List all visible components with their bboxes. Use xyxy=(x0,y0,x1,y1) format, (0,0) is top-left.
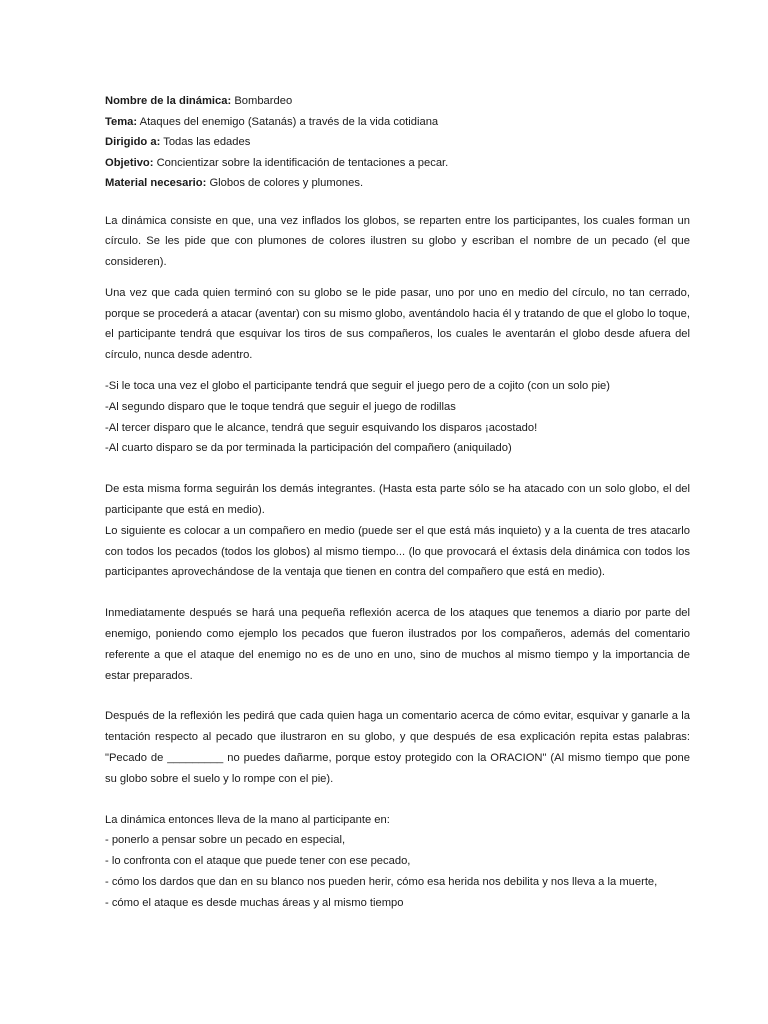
rule-item: -Al segundo disparo que le toque tendrá que seguir el juego de rodillas xyxy=(105,400,456,413)
field-label: Nombre de la dinámica: xyxy=(105,95,232,107)
summary-item: - lo confronta con el ataque que puede tener con ese pecado, xyxy=(105,855,411,868)
field-value: Ataques del enemigo (Satanás) a través de la vida cotidiana xyxy=(137,115,439,128)
paragraph-next-step: Lo siguiente es colocar a un compañero en medio (puede ser el que está más inquieto) y a la cuenta de tres atacarlo con todos los pecados (todos los globos) al mismo tiempo... (lo que provocará el éxtasis dela dinámica con todos los participantes aprovechándose de la ventaja que tienen en contra del compañero que está en medio). xyxy=(105,524,690,579)
summary-item: - cómo el ataque es desde muchas áreas y al mismo tiempo xyxy=(105,896,404,909)
field-dirigido xyxy=(105,132,690,153)
paragraph-continuation: De esta misma forma seguirán los demás integrantes. (Hasta esta parte sólo se ha atacado con un solo globo, el del participante que está en medio). xyxy=(105,483,690,517)
paragraph-intro: La dinámica consiste en que, una vez inflados los globos, se reparten entre los participantes, los cuales forman un círculo. Se les pide que con plumones de colores ilustren su globo y escriban el nombre de un pecado (el que consideren). xyxy=(105,214,690,269)
field-label: Tema: xyxy=(105,115,138,128)
header-fields xyxy=(105,91,690,194)
paragraph-comment: Después de la reflexión les pedirá que cada quien haga un comentario acerca de cómo evitar, esquivar y ganarle a la tentación respecto al pecado que ilustraron en su globo, y que después de esa explicación repita estas palabras: "Pecado de _________ no puedes dañarme, porque estoy protegido con la ORACION" (Al mismo tiempo que pone su globo sobre el suelo y lo rompe con el pie). xyxy=(105,710,690,785)
paragraph-reflection: Inmediatamente después se hará una pequeña reflexión acerca de los ataques que tenemos a diario por parte del enemigo, poniendo como ejemplo los pecados que fueron ilustrados por los compañeros, además del comentario referente a que el ataque del enemigo no es de uno en uno, sino de muchos al mismo tiempo y la importancia de estar preparados. xyxy=(105,607,690,682)
summary-list xyxy=(105,830,690,913)
field-nombre xyxy=(105,91,690,112)
field-value: Globos de colores y plumones. xyxy=(206,177,364,189)
field-label: Material necesario: xyxy=(105,177,207,189)
field-value: Concientizar sobre la identificación de tentaciones a pecar. xyxy=(153,156,449,169)
field-value: Todas las edades xyxy=(160,136,251,148)
rule-item: -Al tercer disparo que le alcance, tendrá que seguir esquivando los disparos ¡acostado! xyxy=(105,421,538,434)
field-tema xyxy=(105,112,690,133)
summary-item: - ponerlo a pensar sobre un pecado en especial, xyxy=(105,834,346,847)
field-label: Objetivo: xyxy=(105,156,154,169)
field-label: Dirigido a: xyxy=(105,136,161,148)
paragraph-summary-intro: La dinámica entonces lleva de la mano al participante en: xyxy=(105,813,390,826)
field-objetivo xyxy=(105,153,690,174)
rule-item: -Si le toca una vez el globo el participante tendrá que seguir el juego pero de a cojito (con un solo pie) xyxy=(105,380,610,393)
field-value: Bombardeo xyxy=(231,95,293,107)
paragraph-procedure: Una vez que cada quien terminó con su globo se le pide pasar, uno por uno en medio del círculo, no tan cerrado, porque se procederá a atacar (aventar) con su mismo globo, aventándolo hacia él y tratando de que el globo lo toque, el participante tendrá que esquivar los tiros de sus compañeros, los cuales le aventarán el globo desde afuera del círculo, nunca desde adentro. xyxy=(105,286,690,362)
summary-item: - cómo los dardos que dan en su blanco nos pueden herir, cómo esa herida nos debilita y nos lleva a la muerte, xyxy=(105,876,658,889)
field-material xyxy=(105,173,690,194)
rule-item: -Al cuarto disparo se da por terminada la participación del compañero (aniquilado) xyxy=(105,442,512,455)
rules-list xyxy=(105,376,690,459)
